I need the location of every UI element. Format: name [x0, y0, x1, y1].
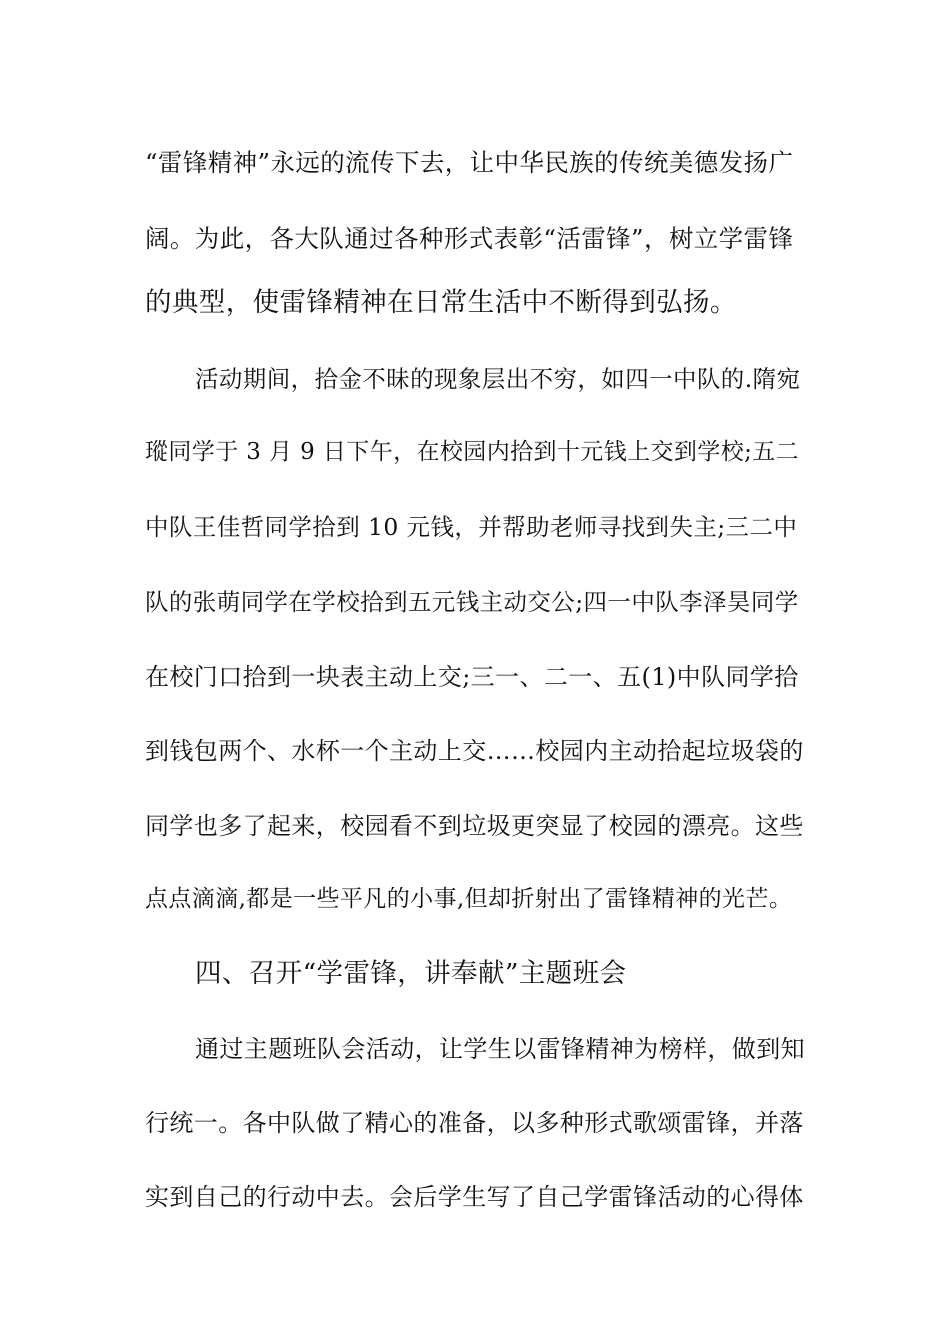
text-line: 行统一。各中队做了精心的准备，以多种形式歌颂雷锋，并落	[145, 1109, 804, 1137]
text-line: 瑽同学于 3 月 9 日下午，在校园内拾到十元钱上交到学校;五二	[145, 439, 800, 465]
text-line: 的典型，使雷锋精神在日常生活中不断得到弘扬。	[145, 287, 737, 318]
text-line: “雷锋精神”永远的流传下去，让中华民族的传统美德发扬广	[145, 148, 794, 177]
paragraph-first-line: 通过主题班队会活动，让学生以雷锋精神为榜样，做到知	[195, 1035, 805, 1063]
text-line: 点点滴滴,都是一些平凡的小事,但却折射出了雷锋精神的光芒。	[145, 886, 793, 912]
text-line: 中队王佳哲同学拾到 10 元钱，并帮助老师寻找到失主;三二中	[145, 513, 798, 541]
text-line: 队的张萌同学在学校拾到五元钱主动交公;四一中队李泽昊同学	[145, 588, 799, 616]
text-line: 实到自己的行动中去。会后学生写了自己学雷锋活动的心得体	[145, 1183, 804, 1211]
text-line: 到钱包两个、水杯一个主动上交……校园内主动拾起垃圾袋的	[145, 737, 804, 765]
section-heading: 四、召开“学雷锋，讲奉献”主题班会	[195, 958, 627, 989]
paragraph-first-line: 活动期间，拾金不昧的现象层出不穷，如四一中队的.隋宛	[195, 365, 801, 393]
text-line: 阔。为此，各大队通过各种形式表彰“活雷锋”，树立学雷锋	[145, 224, 794, 253]
text-line: 同学也多了起来，校园看不到垃圾更突显了校园的漂亮。这些	[145, 812, 804, 840]
text-line: 在校门口拾到一块表主动上交;三一、二一、五(1)中队同学拾	[145, 663, 799, 691]
